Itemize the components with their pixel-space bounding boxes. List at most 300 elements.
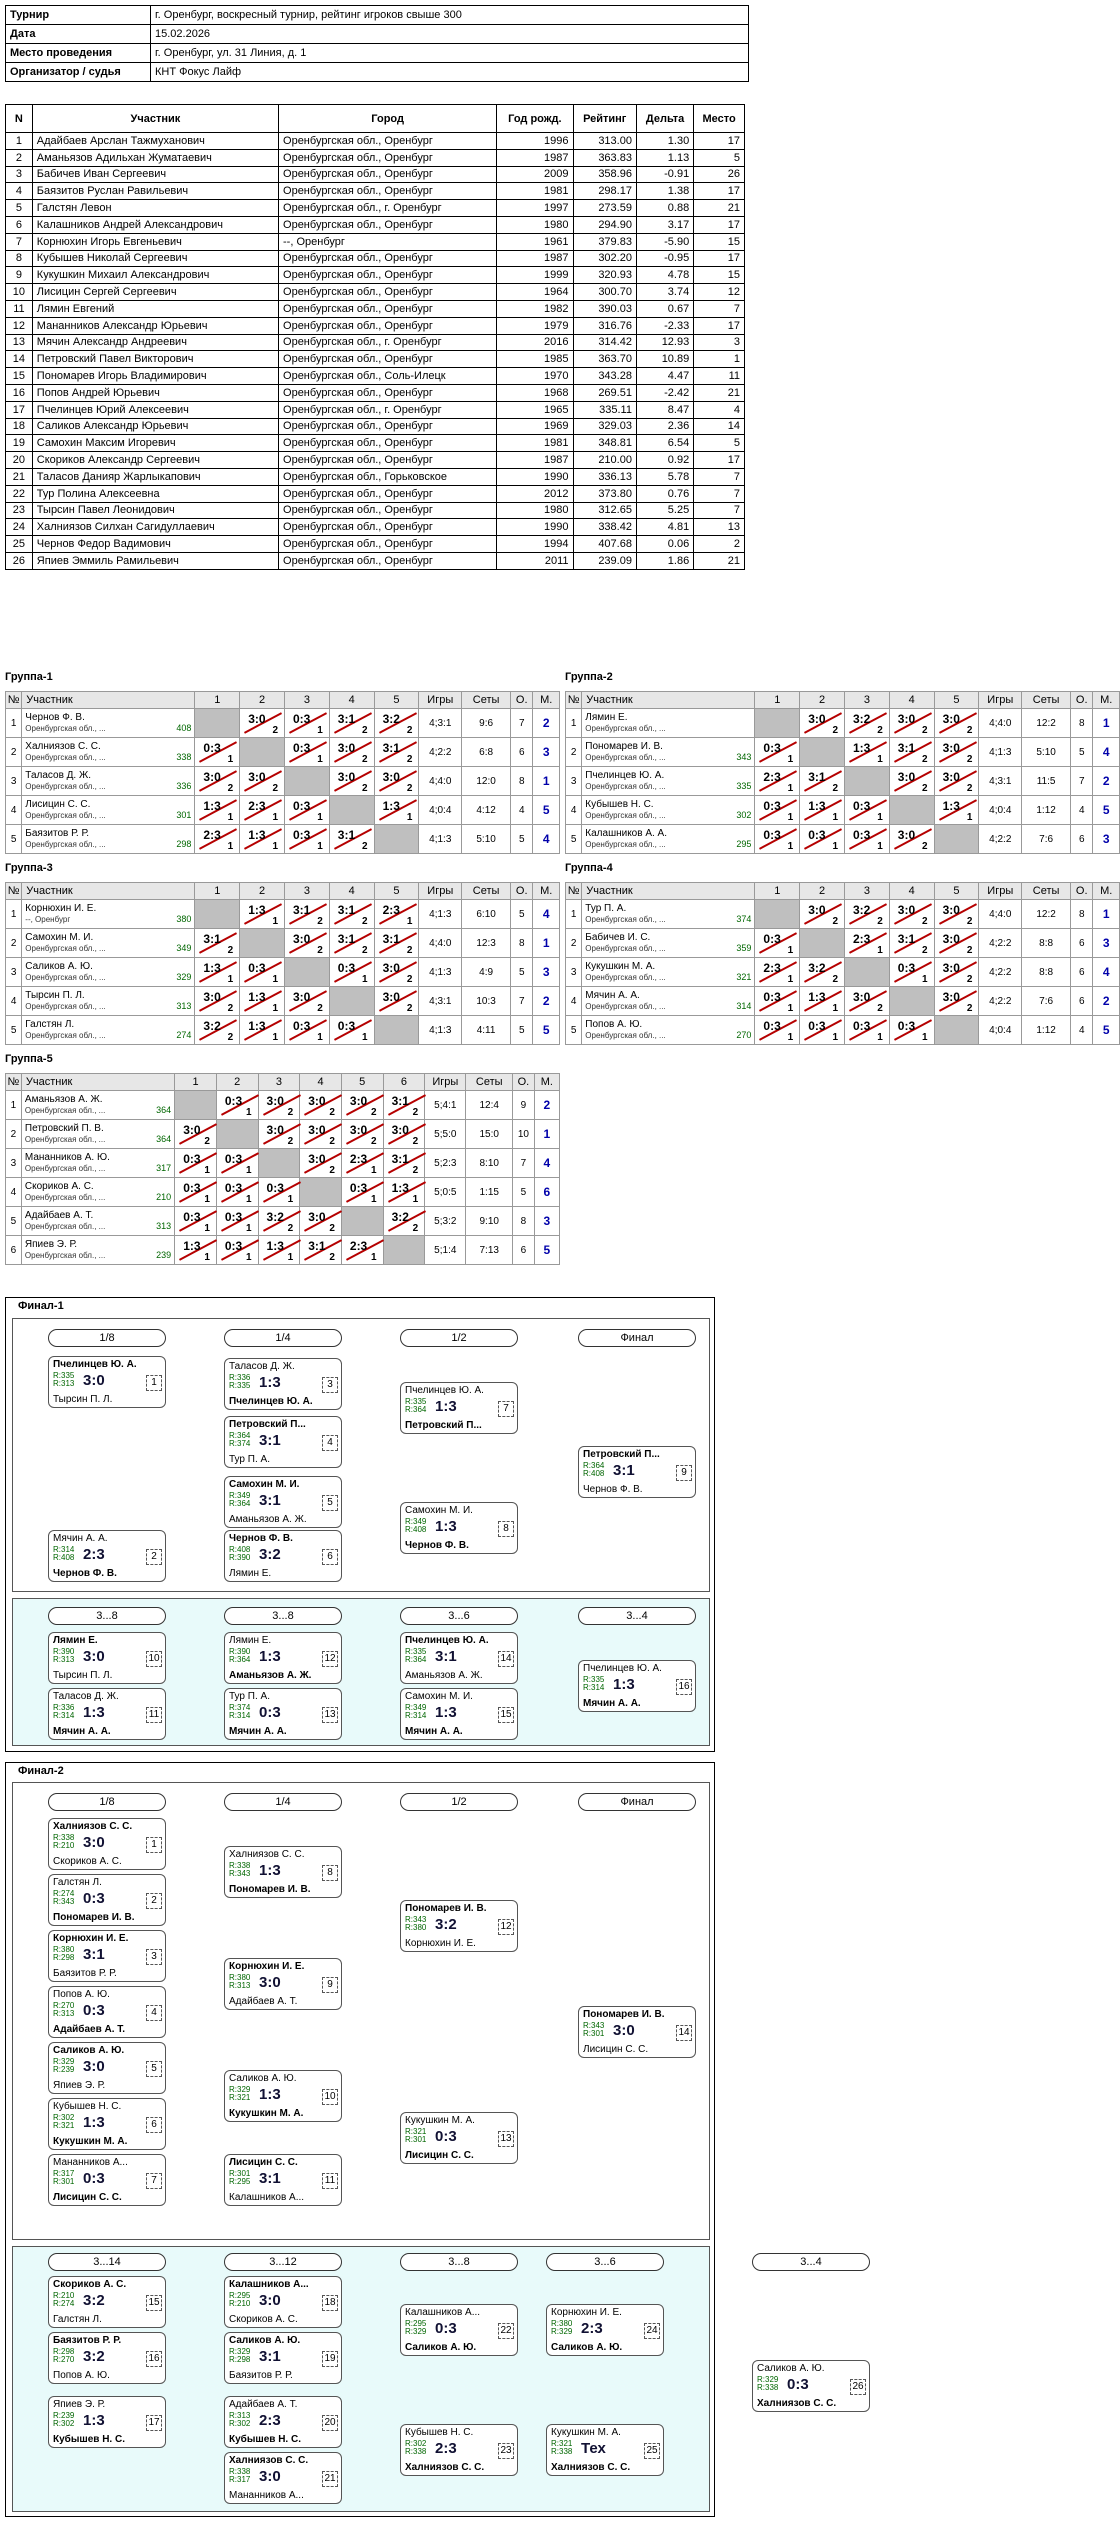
match-score	[800, 709, 844, 737]
match-score	[330, 929, 374, 957]
score-cell	[374, 796, 419, 825]
participant-rating: 313	[156, 1221, 172, 1231]
match-score	[342, 1120, 383, 1148]
table-cell: Пономарев Игорь Владимирович	[32, 368, 278, 385]
table-cell: 1961	[497, 233, 573, 250]
score-points: 2	[412, 1165, 419, 1176]
match-score	[890, 825, 934, 853]
score-value: 3:0	[308, 1210, 326, 1224]
match-score	[240, 900, 284, 928]
rating-bottom: R:338	[551, 2447, 573, 2456]
participant-name: Пчелинцев Ю. А.	[585, 770, 665, 781]
score-points: 2	[922, 916, 928, 927]
match-score	[217, 1091, 258, 1119]
games-cell: 4;4:0	[979, 900, 1022, 929]
table-cell: Таласов Данияр Жарлыкапович	[32, 468, 278, 485]
bracket-match	[400, 1382, 518, 1434]
self-cell	[889, 987, 934, 1016]
table-cell: Оренбургская обл., Оренбург	[279, 216, 497, 233]
self-cell	[240, 929, 285, 958]
player-bottom: Мячин А. А.	[53, 1726, 111, 1737]
match-score	[300, 1091, 341, 1119]
column-header: М.	[533, 883, 560, 900]
match-score	[384, 1091, 425, 1119]
participant-cell	[22, 825, 195, 854]
rating-bottom: R:301	[53, 2177, 75, 2186]
participant-city: Оренбургская обл., ... 359	[585, 943, 752, 953]
place-value: 4	[543, 1156, 551, 1170]
self-cell	[285, 767, 330, 796]
group-table	[565, 691, 1120, 854]
score-value: 0:3	[337, 961, 356, 975]
player-bottom: Лисицин С. С.	[53, 2192, 122, 2203]
participant-name: Мананников А. Ю.	[24, 1152, 110, 1163]
score-points: 2	[227, 945, 234, 956]
rating-bottom: R:364	[229, 1655, 251, 1664]
score-points: 2	[329, 1107, 335, 1118]
table-cell: 1996	[497, 133, 573, 150]
self-cell	[240, 738, 285, 767]
score-value: 3:0	[897, 712, 916, 726]
table-row	[6, 267, 745, 284]
bracket-match	[224, 2452, 342, 2504]
table-row	[6, 418, 745, 435]
points-cell: 5	[511, 825, 533, 854]
player-bottom: Мананников А...	[229, 2490, 304, 2501]
games-cell: 4;3:1	[419, 987, 462, 1016]
participant-cell	[22, 929, 195, 958]
participant-city: Оренбургская обл., ... 298	[25, 839, 192, 849]
score-cell	[934, 709, 979, 738]
score-value: 2:3	[763, 770, 781, 784]
participant-name: Петровский П. В.	[24, 1123, 104, 1134]
player-bottom: Кукушкин М. А.	[229, 2108, 304, 2119]
rating-bottom: R:210	[53, 1841, 75, 1850]
player-top: Мячин А. А.	[53, 1533, 108, 1544]
score-cell	[240, 767, 285, 796]
place-value: 3	[1102, 832, 1110, 846]
bracket-match	[48, 1632, 166, 1684]
match-score	[195, 738, 239, 766]
score-cell	[755, 987, 800, 1016]
match-number: 5	[146, 2061, 162, 2077]
player-bottom: Корнюхин И. Е.	[405, 1938, 476, 1949]
table-cell: 0.76	[636, 485, 693, 502]
row-number: 5	[566, 1016, 582, 1045]
column-header: 2	[240, 692, 285, 709]
info-label: Турнир	[6, 6, 151, 25]
match-number: 25	[644, 2443, 660, 2459]
bracket-match	[48, 2042, 166, 2094]
row-number: 3	[566, 958, 582, 987]
score-points: 2	[966, 725, 973, 736]
score-points: 2	[922, 945, 928, 956]
score-value: 3:0	[203, 770, 221, 784]
rating-top: R:335	[53, 1371, 75, 1380]
score-value: 1:3	[808, 990, 826, 1004]
score-cell	[889, 709, 934, 738]
table-cell: 7	[694, 300, 745, 317]
player-bottom: Галстян Л.	[53, 2314, 102, 2325]
column-header: О.	[513, 1074, 535, 1091]
bracket-match	[224, 1476, 342, 1528]
table-cell: 273.59	[573, 200, 636, 217]
table-row	[6, 133, 745, 150]
self-cell	[329, 987, 374, 1016]
score-value: 3:0	[382, 990, 400, 1004]
table-cell: 8	[6, 250, 33, 267]
match-score	[330, 825, 374, 853]
table-cell: Оренбургская обл., Оренбург	[279, 485, 497, 502]
table-cell: 300.70	[573, 284, 636, 301]
score-cell	[240, 958, 285, 987]
player-top: Корнюхин И. Е.	[551, 2307, 622, 2318]
score-cell	[329, 900, 374, 929]
place-value: 1	[542, 774, 550, 788]
score-points: 2	[272, 783, 278, 794]
score-cell	[800, 709, 845, 738]
games-cell: 4;2:2	[979, 929, 1022, 958]
group-table	[5, 691, 560, 854]
match-score	[890, 1016, 934, 1044]
table-row	[6, 166, 745, 183]
participant-rating: 336	[176, 781, 192, 791]
rating-bottom: R:313	[53, 2009, 75, 2018]
row-number: 5	[566, 825, 582, 854]
player-bottom: Аманьязов А. Ж.	[229, 1514, 307, 1525]
participant-cell	[21, 1091, 174, 1120]
group-row	[6, 958, 560, 987]
participant-cell	[582, 767, 755, 796]
match-score: 1:3	[435, 1518, 457, 1535]
bracket-match	[224, 1632, 342, 1684]
rating-top: R:338	[53, 1833, 75, 1842]
score-cell	[934, 767, 979, 796]
score-points: 2	[877, 725, 883, 736]
self-cell	[285, 958, 330, 987]
score-cell	[800, 767, 845, 796]
group-row	[6, 709, 560, 738]
participant-rating: 301	[176, 810, 192, 820]
participant-city: Оренбургская обл., ... 313	[24, 1221, 172, 1231]
match-score	[330, 738, 374, 766]
score-points: 2	[317, 916, 323, 927]
score-points: 2	[227, 1032, 234, 1043]
score-points: 2	[272, 725, 278, 736]
place-cell	[1093, 1016, 1120, 1045]
table-cell: 5	[694, 435, 745, 452]
table-cell: Чернов Федор Вадимович	[32, 536, 278, 553]
match-score	[285, 987, 329, 1015]
points-cell: 7	[511, 709, 533, 738]
participant-name: Таласов Д. Ж.	[25, 770, 92, 781]
column-header: Сеты	[466, 1074, 513, 1091]
games-cell: 5;0:5	[425, 1178, 466, 1207]
participant-cell	[582, 796, 755, 825]
match-score	[800, 796, 844, 824]
match-score	[259, 1207, 300, 1235]
score-value: 1:3	[248, 903, 266, 917]
score-points: 2	[287, 1107, 294, 1118]
match-score	[375, 929, 419, 957]
row-number: 4	[6, 796, 22, 825]
table-cell: 1.13	[636, 149, 693, 166]
table-cell: 17	[694, 183, 745, 200]
bracket-match	[752, 2360, 870, 2412]
self-cell	[216, 1120, 258, 1149]
score-points: 1	[272, 916, 278, 927]
score-value: 0:3	[183, 1152, 201, 1166]
player-top: Пчелинцев Ю. А.	[405, 1635, 489, 1646]
rating-top: R:343	[583, 2021, 605, 2030]
participant-city: Оренбургская обл., ... 408	[25, 723, 192, 733]
match-number: 2	[146, 1549, 162, 1565]
round-header: 3...4	[578, 1607, 696, 1625]
group-row	[566, 958, 1120, 987]
table-cell: 14	[6, 351, 33, 368]
round-header: 1/8	[48, 1793, 166, 1811]
score-value: 0:3	[349, 1181, 368, 1195]
score-cell	[845, 825, 890, 854]
games-cell: 4;3:1	[979, 767, 1022, 796]
participant-cell	[582, 958, 755, 987]
bracket-match	[400, 1688, 518, 1740]
match-number: 1	[146, 1837, 162, 1853]
match-score: 1:3	[83, 2412, 105, 2429]
match-score	[175, 1120, 216, 1148]
player-top: Саликов А. Ю.	[757, 2363, 825, 2374]
score-cell	[755, 929, 800, 958]
table-cell: 6.54	[636, 435, 693, 452]
place-value: 2	[543, 1098, 551, 1112]
column-header: 4	[300, 1074, 342, 1091]
points-cell: 8	[1071, 900, 1093, 929]
sets-cell: 8:8	[1022, 929, 1071, 958]
score-value: 3:1	[308, 1239, 326, 1253]
table-cell: 4.81	[636, 519, 693, 536]
score-cell	[934, 738, 979, 767]
table-cell: Лямин Евгений	[32, 300, 278, 317]
score-cell	[329, 958, 374, 987]
column-header: N	[6, 105, 33, 133]
match-number: 1	[146, 1375, 162, 1391]
table-row	[6, 401, 745, 418]
row-number: 4	[6, 1178, 22, 1207]
match-score	[845, 738, 889, 766]
match-score: 3:0	[83, 1372, 105, 1389]
player-top: Саликов А. Ю.	[53, 2045, 125, 2056]
score-cell	[934, 796, 979, 825]
row-number: 2	[566, 738, 582, 767]
rating-bottom: R:343	[53, 1897, 75, 1906]
table-cell: 0.67	[636, 300, 693, 317]
table-cell: 22	[6, 485, 33, 502]
player-bottom: Лямин Е.	[229, 1568, 272, 1579]
participant-name: Аманьязов А. Ж.	[24, 1094, 103, 1105]
column-header: Участник	[22, 883, 195, 900]
rating-bottom: R:380	[405, 1923, 427, 1932]
match-score	[285, 738, 329, 766]
participant-city: Оренбургская обл., ... 364	[24, 1105, 172, 1115]
points-cell: 5	[511, 900, 533, 929]
participant-rating: 338	[176, 752, 192, 762]
bracket-match	[48, 1986, 166, 2038]
participant-city: Оренбургская обл., ... 302	[585, 810, 752, 820]
player-top: Галстян Л.	[53, 1877, 102, 1888]
column-header: Участник	[22, 692, 195, 709]
rating-bottom: R:335	[229, 1381, 251, 1390]
column-header: 1	[195, 692, 240, 709]
match-score: 2:3	[435, 2440, 457, 2457]
score-cell	[285, 929, 330, 958]
participant-city: Оренбургская обл., ... 364	[24, 1134, 172, 1144]
score-cell	[240, 709, 285, 738]
score-points: 2	[922, 841, 928, 852]
rating-bottom: R:270	[53, 2355, 75, 2364]
place-cell	[534, 1149, 559, 1178]
score-cell	[934, 987, 979, 1016]
match-score	[800, 958, 844, 986]
table-cell: 13	[694, 519, 745, 536]
match-score	[845, 1016, 889, 1044]
rating-top: R:408	[229, 1545, 251, 1554]
games-cell: 4;2:2	[419, 738, 462, 767]
score-value: 0:3	[853, 799, 871, 813]
match-number: 6	[146, 2117, 162, 2133]
group-title: Группа-1	[5, 671, 53, 683]
score-points: 1	[227, 974, 234, 985]
table-cell: 343.28	[573, 368, 636, 385]
column-header: О.	[1071, 692, 1093, 709]
player-top: Халниязов С. С.	[229, 2455, 309, 2466]
score-cell	[755, 1016, 800, 1045]
player-top: Корнюхин И. Е.	[53, 1933, 129, 1944]
games-cell: 4;4:0	[419, 767, 462, 796]
score-cell	[175, 1149, 217, 1178]
rating-bottom: R:364	[229, 1499, 251, 1508]
bracket-match	[48, 1530, 166, 1582]
score-cell	[216, 1091, 258, 1120]
score-cell	[175, 1236, 217, 1265]
score-value: 3:2	[382, 712, 400, 726]
score-cell	[845, 1016, 890, 1045]
group-row	[6, 1178, 560, 1207]
match-score	[285, 796, 329, 824]
score-cell	[285, 1016, 330, 1045]
games-cell: 4;0:4	[979, 1016, 1022, 1045]
match-score	[935, 929, 979, 957]
score-points: 1	[272, 841, 278, 852]
score-cell	[300, 1207, 342, 1236]
match-score	[240, 767, 284, 795]
match-number: 14	[498, 1651, 514, 1667]
player-bottom: Тырсин П. Л.	[53, 1394, 113, 1405]
self-cell	[175, 1091, 217, 1120]
score-value: 1:3	[266, 1239, 284, 1253]
match-score	[330, 900, 374, 928]
group-title: Группа-2	[565, 671, 613, 683]
column-header: 2	[800, 692, 845, 709]
sets-cell: 8:10	[466, 1149, 513, 1178]
column-header: 4	[889, 692, 934, 709]
score-cell	[341, 1236, 383, 1265]
bracket-match	[400, 1632, 518, 1684]
table-cell: 1964	[497, 284, 573, 301]
place-cell	[1093, 709, 1120, 738]
rating-top: R:329	[53, 2057, 75, 2066]
sets-cell: 15:0	[466, 1120, 513, 1149]
score-value: 3:0	[183, 1123, 201, 1137]
score-cell	[285, 900, 330, 929]
table-cell: Оренбургская обл., г. Оренбург	[279, 401, 497, 418]
score-points: 2	[362, 754, 368, 765]
group-row	[6, 767, 560, 796]
rating-bottom: R:298	[53, 1953, 75, 1962]
group-row	[566, 767, 1120, 796]
place-cell	[533, 1016, 560, 1045]
place-value: 1	[1102, 716, 1110, 730]
score-points: 1	[371, 1252, 377, 1263]
match-number: 24	[644, 2323, 660, 2339]
column-header: 4	[329, 883, 374, 900]
score-cell	[341, 1120, 383, 1149]
rating-top: R:390	[229, 1647, 251, 1656]
table-cell: Оренбургская обл., Оренбург	[279, 552, 497, 569]
player-top: Кубышев Н. С.	[53, 2101, 122, 2112]
rating-top: R:349	[405, 1517, 427, 1526]
score-cell	[258, 1178, 300, 1207]
score-value: 3:0	[942, 903, 960, 917]
player-bottom: Аманьязов А. Ж.	[405, 1670, 483, 1681]
rating-top: R:390	[53, 1647, 75, 1656]
column-header: М.	[1093, 692, 1120, 709]
table-row	[6, 317, 745, 334]
score-cell	[755, 958, 800, 987]
table-cell: 11	[6, 300, 33, 317]
participant-rating: 239	[156, 1250, 172, 1260]
row-number: 3	[6, 1149, 22, 1178]
participant-rating: 364	[156, 1134, 172, 1144]
table-row	[6, 334, 745, 351]
match-score	[217, 1149, 258, 1177]
table-cell: Лисицин Сергей Сергеевич	[32, 284, 278, 301]
rating-bottom: R:321	[229, 2093, 251, 2102]
match-score	[285, 929, 329, 957]
sets-cell: 6:10	[462, 900, 511, 929]
bracket-match	[224, 2070, 342, 2122]
place-value: 5	[543, 1243, 551, 1257]
score-cell	[329, 1016, 374, 1045]
match-number: 8	[322, 1865, 338, 1881]
score-points: 2	[832, 783, 838, 794]
score-points: 2	[329, 1223, 335, 1234]
place-value: 1	[543, 1127, 551, 1141]
score-cell	[383, 1120, 425, 1149]
match-number: 16	[676, 1679, 692, 1695]
score-value: 3:2	[808, 961, 826, 975]
score-cell	[285, 738, 330, 767]
table-row	[6, 233, 745, 250]
table-row	[6, 300, 745, 317]
match-score	[175, 1236, 216, 1264]
points-cell: 8	[511, 929, 533, 958]
score-cell	[800, 825, 845, 854]
score-points: 1	[245, 1107, 252, 1118]
group-row	[566, 900, 1120, 929]
score-value: 3:0	[897, 770, 916, 784]
rating-top: R:298	[53, 2347, 75, 2356]
score-cell	[845, 987, 890, 1016]
